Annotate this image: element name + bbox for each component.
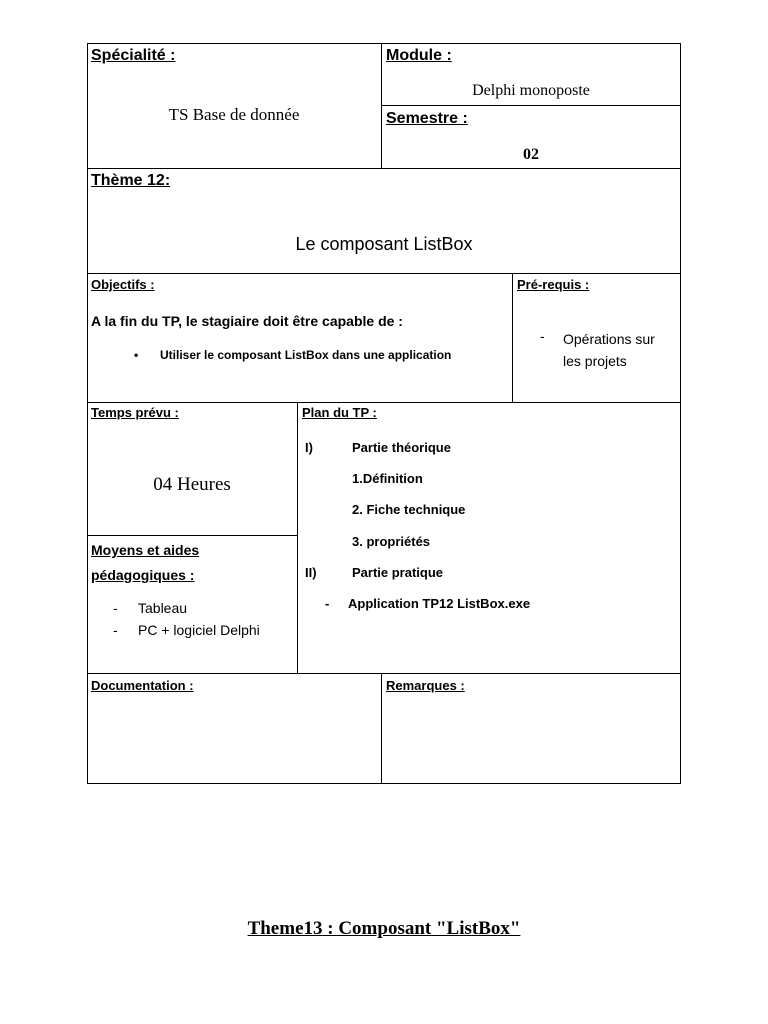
table-border-top (87, 43, 681, 44)
module-label: Module : (386, 47, 452, 64)
plan-label: Plan du TP : (302, 405, 377, 420)
theme-title: Le composant ListBox (295, 234, 473, 254)
divider-temps-moyens (87, 535, 298, 536)
divider-row3 (87, 402, 681, 403)
moyens-list (113, 597, 260, 641)
moyens-label: Moyens et aides pédagogiques : (91, 542, 200, 583)
footer-title: Theme13 : Composant "ListBox" (247, 918, 521, 939)
objectifs-item: • Utiliser le composant ListBox dans une application (134, 348, 452, 362)
documentation-label: Documentation : (91, 678, 194, 693)
theme-label: Thème 12: (91, 172, 171, 189)
objectifs-intro: A la fin du TP, le stagiaire doit être capable de : (91, 313, 403, 329)
plan-sub-3: 3. propriétés (352, 534, 431, 549)
semestre-label: Semestre : (386, 110, 468, 127)
plan-part1-num: I) (305, 440, 313, 455)
plan-part2-num: II) (305, 565, 317, 580)
specialite-label: Spécialité : (91, 47, 176, 64)
temps-value: 04 Heures (153, 474, 231, 495)
moyens-item: - Tableau (113, 600, 188, 616)
divider-module-semestre (381, 105, 681, 106)
temps-label: Temps prévu : (91, 405, 179, 420)
divider-col-row5 (381, 673, 382, 784)
plan-sub-2: 2. Fiche technique (352, 502, 466, 517)
plan-part2-title: Partie pratique (352, 565, 444, 580)
remarques-label: Remarques : (386, 678, 465, 693)
divider-row1 (87, 168, 681, 169)
prerequis-label: Pré-requis : (517, 277, 590, 292)
plan-app: - Application TP12 ListBox.exe (325, 596, 531, 611)
specialite-value: TS Base de donnée (168, 105, 300, 124)
divider-col-row4 (297, 402, 298, 674)
moyens-item: - PC + logiciel Delphi (113, 622, 260, 638)
divider-col-row3 (512, 273, 513, 403)
prerequis-dash: - (540, 328, 545, 344)
plan-part1-title: Partie théorique (352, 440, 451, 455)
divider-row2 (87, 273, 681, 274)
divider-row4 (87, 673, 681, 674)
semestre-value: 02 (523, 146, 539, 163)
plan-sub-1: 1.Définition (352, 471, 423, 486)
objectifs-label: Objectifs : (91, 277, 155, 292)
module-value: Delphi monoposte (472, 82, 590, 99)
bullet-icon: • (134, 348, 139, 362)
table-border-bottom (87, 783, 681, 784)
prerequis-item: Opérations sur les projets (563, 331, 655, 369)
